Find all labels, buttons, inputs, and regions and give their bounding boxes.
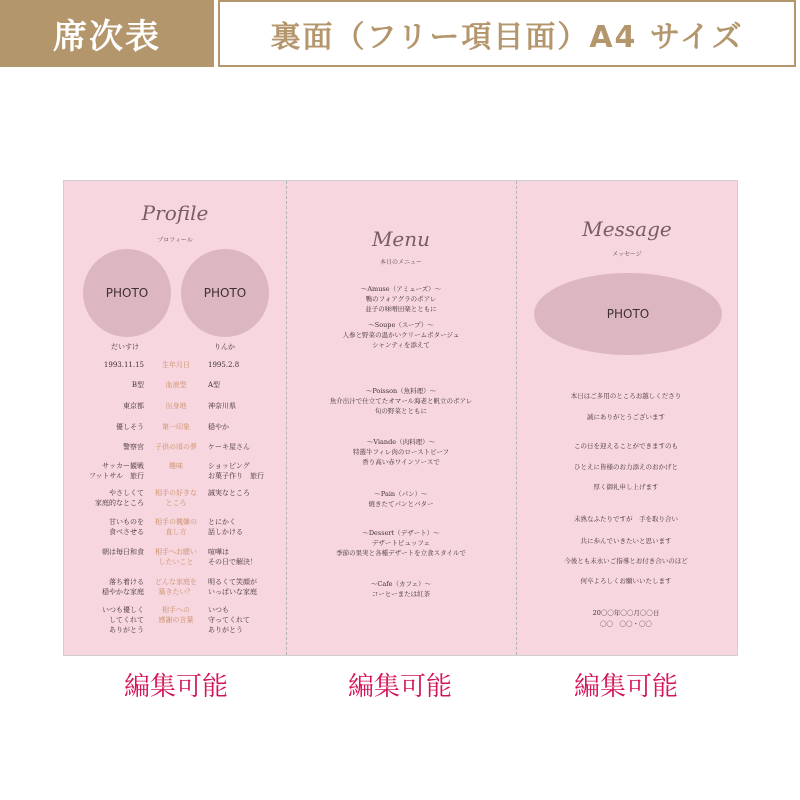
editable-label-profile: 編集可能 [123, 672, 228, 702]
menu-panel [286, 181, 516, 655]
profile-bride-value: 神奈川県 [208, 402, 236, 410]
profile-groom-value: 1993.11.15 [103, 361, 144, 369]
profile-item-label: 相手へお願い したいこと [155, 548, 197, 566]
profile-groom-value: 甘いものを 食べさせる [109, 518, 144, 536]
profile-bride-value: 誠実なところ [208, 489, 250, 497]
menu-course: ～Pain（パン）～ 焼きたてパンとバター [368, 490, 434, 508]
message-panel [516, 181, 738, 655]
profile-bride-value: いつも 守ってくれて ありがとう [208, 606, 250, 634]
profile-item-label: 出身地 [165, 402, 187, 410]
message-script-title: Message [582, 217, 672, 241]
message-line: 今後とも末永いご指導とお付き合いのほど [564, 557, 688, 565]
profile-bride-value: A型 [208, 381, 221, 389]
profile-groom-value: B型 [131, 381, 144, 389]
profile-groom-value: いつも優しく してくれて ありがとう [102, 606, 144, 634]
menu-course: ～Amuse（アミューズ）～ 鴨のフォアグラのポアレ 並子の味噌田楽とともに [360, 285, 442, 313]
couple-photo: PHOTO [534, 273, 722, 355]
message-line: 未熟なふたりですが 手を取り合い [574, 515, 678, 523]
message-line: ひとえに皆様のお力添えのおかげと [574, 463, 678, 471]
profile-bride-value: とにかく 話しかける [208, 518, 243, 536]
menu-course: ～Soupe（スープ）～ 人参と野菜の温かいクリームポタージュ シャンティを添えて [342, 321, 460, 349]
profile-item-label: 相手の機嫌の 直し方 [155, 518, 197, 536]
profile-item-label: 第一印象 [162, 423, 190, 431]
message-signature: 〇〇 〇〇・〇〇 [600, 620, 652, 628]
profile-item-label: 生年月日 [162, 361, 190, 369]
bride-photo: PHOTO [181, 249, 269, 337]
groom-photo: PHOTO [83, 249, 171, 337]
profile-item-label: 趣味 [169, 462, 183, 470]
message-signature: 20〇〇年〇〇月〇〇日 [592, 609, 660, 617]
bride-name: りんか [214, 343, 235, 351]
menu-course: ～Dessert（デザート）～ デザートビュッフェ 季節の果実と各種デザートを立食スタイルで [336, 529, 466, 557]
groom-name: だいすけ [111, 343, 139, 351]
profile-groom-value: やさしくて 家庭的なところ [95, 489, 144, 507]
message-line: 共に歩んでいきたいと思います [580, 537, 672, 545]
profile-groom-value: サッカー観戦 フットサル 旅行 [88, 462, 144, 480]
menu-subtitle: 本日のメニュー [379, 259, 422, 266]
message-line: 誠にありがとうございます [587, 413, 665, 421]
menu-course: ～Cafe（カフェ）～ コーヒーまたは紅茶 [370, 580, 432, 598]
profile-item-label: 子供の頃の夢 [155, 443, 197, 451]
profile-groom-value: 落ち着ける 穏やかな家庭 [102, 578, 144, 596]
profile-item-label: 相手の好きな ところ [155, 489, 197, 507]
editable-label-message: 編集可能 [573, 672, 678, 702]
menu-script-title: Menu [371, 227, 431, 251]
profile-panel [64, 181, 286, 655]
profile-groom-value: 東京都 [123, 402, 144, 410]
profile-bride-value: 穏やか [208, 423, 229, 431]
menu-course: ～Viande（肉料理）～ 特選牛フィレ肉のローストビーフ 香り高い赤ワインソースで [352, 438, 450, 466]
profile-subtitle: プロフィール [157, 237, 193, 244]
editable-label-menu: 編集可能 [347, 672, 452, 702]
profile-groom-value: 警察官 [123, 443, 144, 451]
profile-bride-value: ケーキ屋さん [208, 443, 250, 451]
message-subtitle: メッセージ [612, 251, 642, 258]
category-tab: 席次表 [0, 0, 214, 67]
profile-script-title: Profile [141, 201, 209, 225]
profile-bride-value: 1995.2.8 [208, 361, 240, 369]
message-line: この日を迎えることができますのも [574, 442, 678, 450]
page-title: 裏面（フリー項目面）A4 サイズ [218, 0, 796, 67]
profile-item-label: どんな家庭を 築きたい？ [155, 578, 197, 596]
profile-groom-value: 優しそう [116, 423, 144, 431]
menu-course: ～Poisson（魚料理）～ 魚介出汁で仕立てたオマール海老と帆立のポアレ 旬の野菜とともに [329, 387, 473, 415]
program-sheet [63, 180, 738, 656]
profile-bride-value: 明るくて笑顔が いっぱいな家庭 [208, 578, 257, 596]
message-line: 本日はご多用のところお越しくださり [570, 392, 682, 400]
profile-bride-value: 喧嘩は その日で解決！ [208, 548, 257, 566]
message-line: 何卒よろしくお願いいたします [580, 577, 672, 585]
profile-item-label: 血液型 [165, 381, 187, 389]
profile-bride-value: ショッピング お菓子作り 旅行 [208, 462, 264, 480]
profile-groom-value: 朝は毎日和食 [102, 548, 144, 556]
message-line: 厚く御礼申し上げます [593, 483, 659, 491]
profile-item-label: 相手への 感謝の言葉 [158, 606, 194, 624]
